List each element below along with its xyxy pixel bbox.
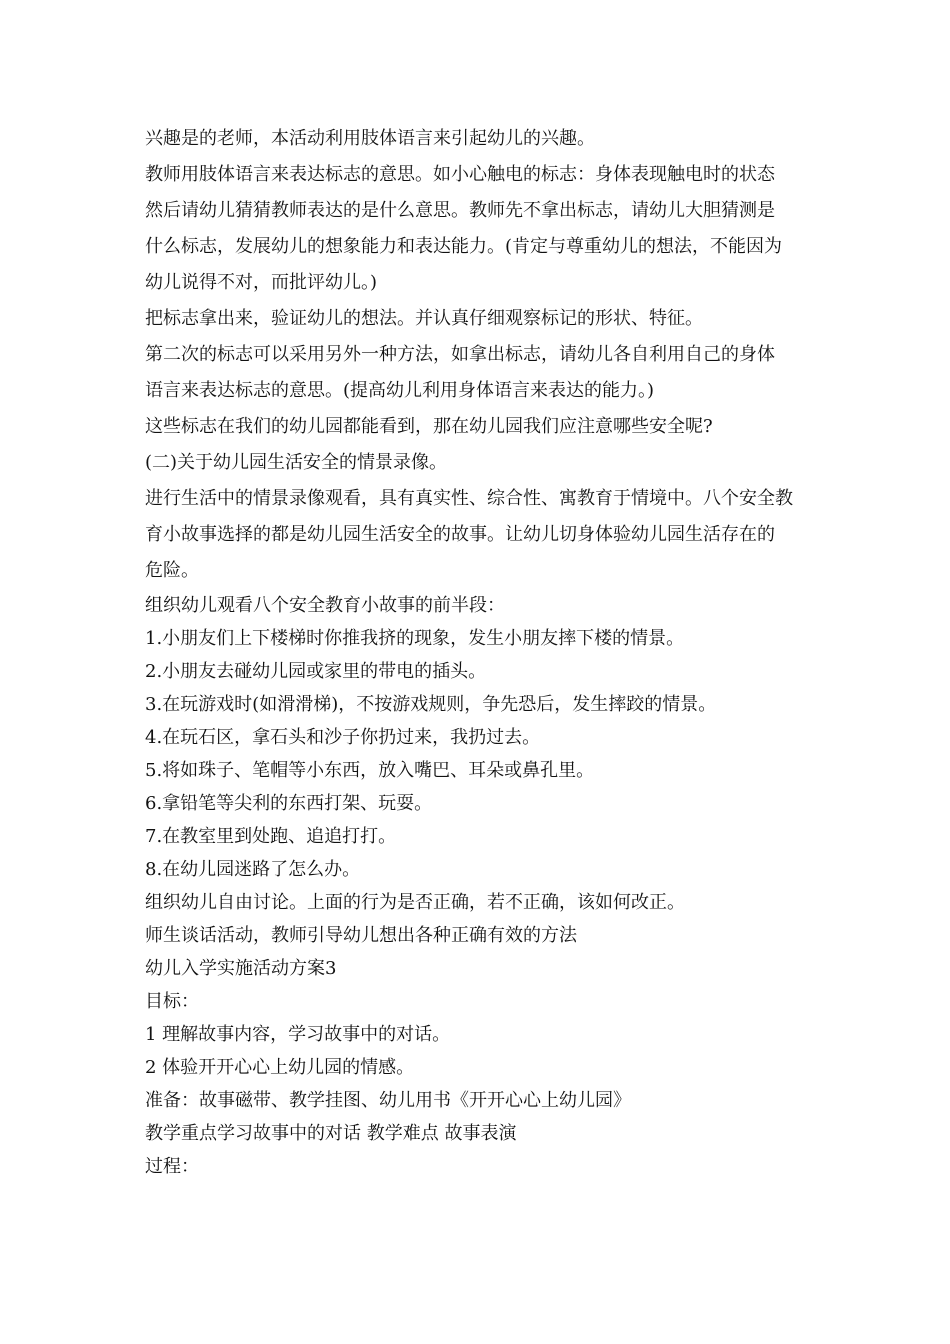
list-item: 8.在幼儿园迷路了怎么办。 — [145, 859, 361, 880]
paragraph-line: 组织幼儿自由讨论。上面的行为是否正确，若不正确，该如何改正。 — [145, 892, 685, 913]
paragraph-line: 师生谈话活动，教师引导幼儿想出各种正确有效的方法 — [145, 925, 577, 946]
section-heading: 幼儿入学实施活动方案3 — [145, 958, 337, 979]
paragraph-line: 兴趣是的老师，本活动利用肢体语言来引起幼儿的兴趣。 — [145, 128, 595, 149]
list-item: 1.小朋友们上下楼梯时你推我挤的现象，发生小朋友摔下楼的情景。 — [145, 628, 685, 649]
section-heading: (二)关于幼儿园生活安全的情景录像。 — [145, 452, 448, 473]
paragraph-line: 什么标志，发展幼儿的想象能力和表达能力。(肯定与尊重幼儿的想法，不能因为 — [145, 236, 783, 257]
paragraph-line: 组织幼儿观看八个安全教育小故事的前半段： — [145, 595, 505, 616]
paragraph-line: 准备：故事磁带、教学挂图、幼儿用书《开开心心上幼儿园》 — [145, 1090, 631, 1111]
paragraph-line: 进行生活中的情景录像观看，具有真实性、综合性、寓教育于情境中。八个安全教 — [145, 488, 793, 509]
paragraph-line: 第二次的标志可以采用另外一种方法，如拿出标志，请幼儿各自利用自己的身体 — [145, 344, 775, 365]
paragraph-line: 把标志拿出来，验证幼儿的想法。并认真仔细观察标记的形状、特征。 — [145, 308, 703, 329]
paragraph-line: 然后请幼儿猜猜教师表达的是什么意思。教师先不拿出标志，请幼儿大胆猜测是 — [145, 200, 775, 221]
list-item: 1 理解故事内容，学习故事中的对话。 — [145, 1024, 451, 1045]
list-item: 5.将如珠子、笔帽等小东西，放入嘴巴、耳朵或鼻孔里。 — [145, 760, 595, 781]
paragraph-line: 教师用肢体语言来表达标志的意思。如小心触电的标志：身体表现触电时的状态 — [145, 164, 775, 185]
paragraph-line: 过程： — [145, 1156, 199, 1177]
paragraph-line: 这些标志在我们的幼儿园都能看到，那在幼儿园我们应注意哪些安全呢? — [145, 416, 713, 437]
paragraph-line: 幼儿说得不对，而批评幼儿。) — [145, 272, 378, 293]
paragraph-line: 育小故事选择的都是幼儿园生活安全的故事。让幼儿切身体验幼儿园生活存在的 — [145, 524, 775, 545]
list-item: 7.在教室里到处跑、追追打打。 — [145, 826, 397, 847]
paragraph-line: 语言来表达标志的意思。(提高幼儿利用身体语言来表达的能力。) — [145, 380, 655, 401]
list-item: 2.小朋友去碰幼儿园或家里的带电的插头。 — [145, 661, 487, 682]
list-item: 3.在玩游戏时(如滑滑梯)，不按游戏规则，争先恐后，发生摔跤的情景。 — [145, 694, 717, 715]
paragraph-line: 目标： — [145, 991, 199, 1012]
document-body — [145, 121, 815, 1183]
list-item: 4.在玩石区，拿石头和沙子你扔过来，我扔过去。 — [145, 727, 541, 748]
list-item: 2 体验开开心心上幼儿园的情感。 — [145, 1057, 415, 1078]
list-item: 6.拿铅笔等尖利的东西打架、玩耍。 — [145, 793, 433, 814]
paragraph-line: 危险。 — [145, 560, 199, 581]
paragraph-line: 教学重点学习故事中的对话 教学难点 故事表演 — [145, 1123, 517, 1144]
